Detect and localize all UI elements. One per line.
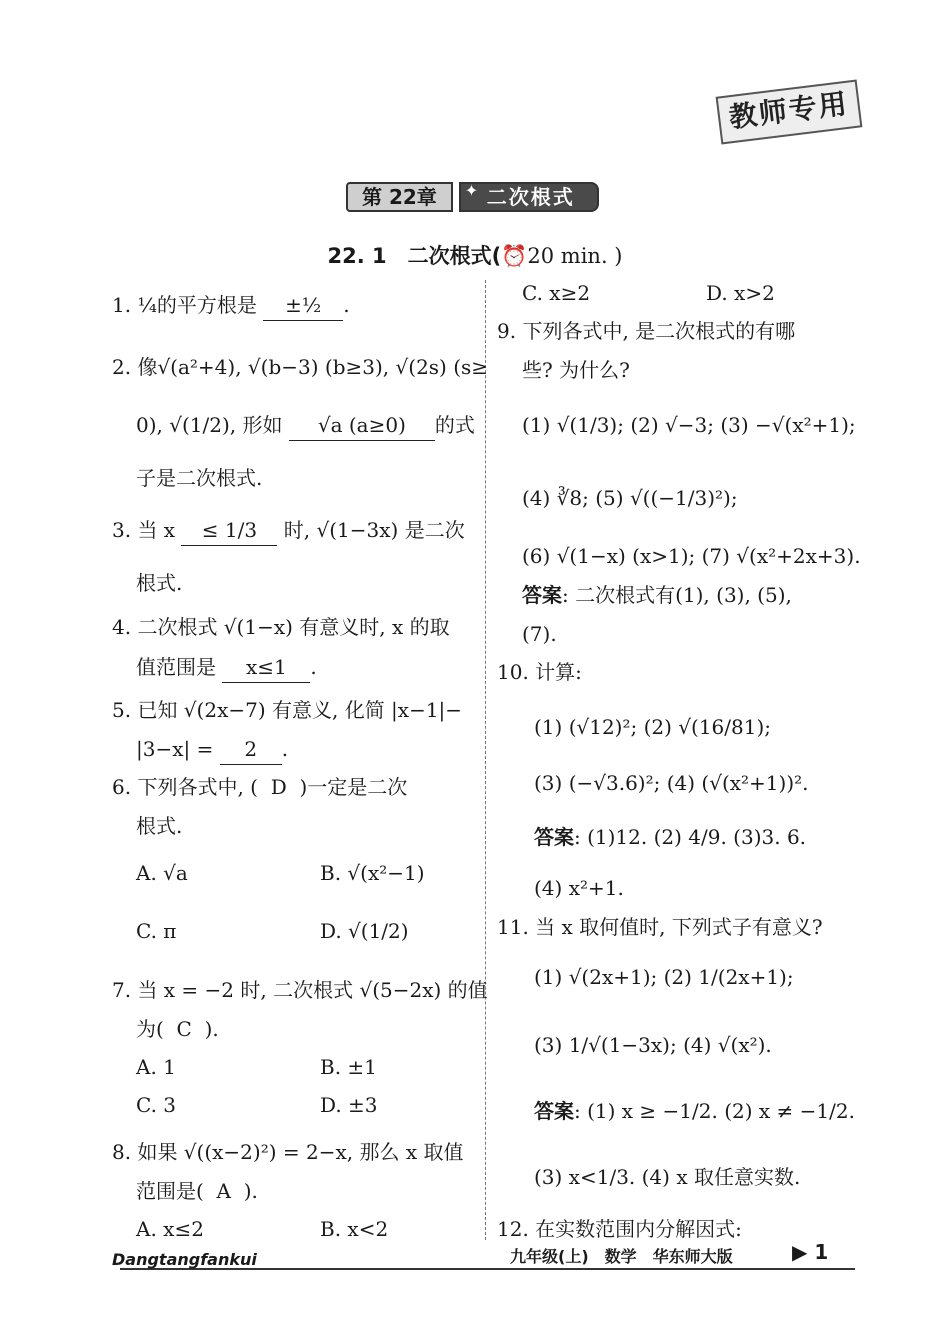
sparkle-icon: ✦ (464, 181, 481, 200)
q11-title: 11. 当 x 取何值时, 下列式子有意义? (497, 915, 823, 939)
q2-line2: 0), √(1/2), 形如 √a (a≥0) 的式 (136, 410, 475, 441)
q5-answer: 2 (220, 734, 282, 765)
q6-option-d: D. √(1/2) (320, 919, 409, 943)
q8-line2: 范围是( A ). (136, 1179, 258, 1203)
q2-answer: √a (a≥0) (289, 410, 435, 441)
q10-items-2: (3) (−√3.6)²; (4) (√(x²+1))². (534, 771, 809, 795)
triangle-right-icon: ▶ (792, 1240, 808, 1264)
q4-line1: 4. 二次根式 √(1−x) 有意义时, x 的取 (112, 615, 450, 639)
q9-items-2: (4) ∛8; (5) √((−1/3)²); (522, 486, 738, 510)
chapter-number: 第 22章 (346, 182, 453, 212)
q5-line2: |3−x| = 2 . (136, 734, 288, 765)
q10-answer-cont: (4) x²+1. (534, 876, 624, 900)
q4-line2: 值范围是 x≤1 . (136, 652, 317, 683)
q8-option-c: C. x≥2 (522, 281, 591, 305)
q2-line3: 子是二次根式. (136, 466, 263, 490)
q7-option-a: A. 1 (136, 1055, 176, 1079)
column-divider (485, 280, 486, 1240)
q7-line2: 为( C ). (136, 1017, 219, 1041)
q10-items-1: (1) (√12)²; (2) √(16/81); (534, 715, 772, 739)
q12-title: 12. 在实数范围内分解因式: (497, 1217, 742, 1241)
footer-book-info: 九年级(上) 数学 华东师大版 (510, 1247, 733, 1266)
chapter-title-box (459, 182, 599, 212)
q4-answer: x≤1 (222, 652, 310, 683)
q5-line1: 5. 已知 √(2x−7) 有意义, 化简 |x−1|− (112, 698, 463, 722)
q9-line1: 9. 下列各式中, 是二次根式的有哪 (497, 319, 796, 343)
q9-answer-cont: (7). (522, 622, 557, 646)
q7-option-d: D. ±3 (320, 1093, 378, 1117)
q11-items-2: (3) 1/√(1−3x); (4) √(x²). (534, 1033, 772, 1057)
alarm-clock-icon: ⏰ (501, 244, 528, 268)
section-title: 22. 1 二次根式(⏰20 min. ) (327, 244, 623, 268)
chapter-header (346, 182, 599, 212)
q6-line1: 6. 下列各式中, ( D )一定是二次 (112, 775, 408, 799)
q11-answer-cont: (3) x<1/3. (4) x 取任意实数. (534, 1165, 801, 1189)
q1: 1. ¼的平方根是 ±½ . (112, 290, 350, 321)
q8-line1: 8. 如果 √((x−2)²) = 2−x, 那么 x 取值 (112, 1140, 464, 1164)
q7-line1: 7. 当 x = −2 时, 二次根式 √(5−2x) 的值 (112, 978, 488, 1002)
q3-line1: 3. 当 x ≤ 1/3 时, √(1−3x) 是二次 (112, 515, 465, 546)
teacher-stamp: 教师专用 (716, 80, 863, 145)
q3-line2: 根式. (136, 571, 183, 595)
q8-answer: A (216, 1179, 231, 1203)
q10-answer: 答案: (1)12. (2) 4/9. (3)3. 6. (534, 825, 807, 849)
q9-items-1: (1) √(1/3); (2) √−3; (3) −√(x²+1); (522, 413, 856, 437)
q11-items-1: (1) √(2x+1); (2) 1/(2x+1); (534, 965, 794, 989)
page-number: ▶ 1 (792, 1240, 829, 1264)
q6-option-b: B. √(x²−1) (320, 861, 425, 885)
q7-option-c: C. 3 (136, 1093, 177, 1117)
q8-option-a: A. x≤2 (136, 1217, 204, 1241)
q8-option-b: B. x<2 (320, 1217, 389, 1241)
q9-line2: 些? 为什么? (522, 358, 630, 382)
q6-line2: 根式. (136, 814, 183, 838)
q6-answer: D (270, 775, 287, 799)
q2-line1: 2. 像√(a²+4), √(b−3) (b≥3), √(2s) (s≥ (112, 355, 489, 379)
q3-answer: ≤ 1/3 (181, 515, 277, 546)
q11-answer: 答案: (1) x ≥ −1/2. (2) x ≠ −1/2. (534, 1099, 855, 1123)
chapter-title: 二次根式 (486, 185, 575, 209)
q7-answer: C (176, 1017, 192, 1041)
q9-items-3: (6) √(1−x) (x>1); (7) √(x²+2x+3). (522, 544, 861, 568)
q9-answer: 答案: 二次根式有(1), (3), (5), (522, 583, 792, 607)
footer-brand: Dangtangfankui (112, 1250, 257, 1269)
q6-option-c: C. π (136, 919, 177, 943)
q1-answer: ±½ (263, 290, 343, 321)
q7-option-b: B. ±1 (320, 1055, 377, 1079)
q6-option-a: A. √a (136, 861, 188, 885)
q8-option-d: D. x>2 (706, 281, 775, 305)
q10-title: 10. 计算: (497, 660, 582, 684)
